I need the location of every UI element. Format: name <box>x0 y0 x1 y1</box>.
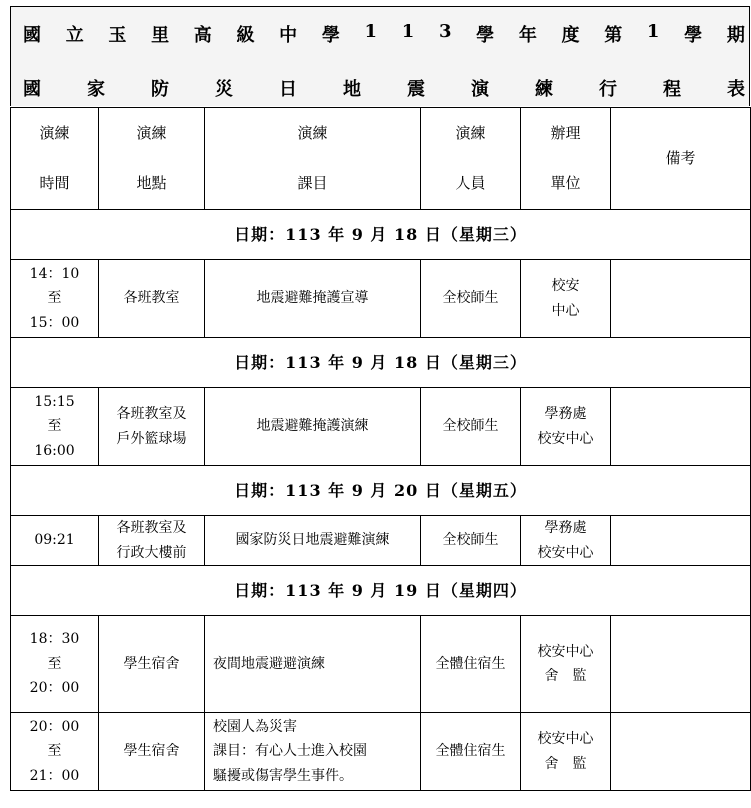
cell-unit: 校安中心 舍 監 <box>521 616 611 713</box>
title-char: 表 <box>727 79 745 100</box>
cell-subject: 校園人為災害 課目：有心人士進入校園 騷擾或傷害學生事件。 <box>205 713 421 791</box>
cell-place: 學生宿舍 <box>99 616 205 713</box>
title-char: 中 <box>279 25 298 46</box>
cell-unit: 學務處 校安中心 <box>521 516 611 566</box>
cell-subject: 夜間地震避避演練 <box>205 616 421 713</box>
cell-notes <box>611 260 751 338</box>
cell-subject: 地震避難掩護演練 <box>205 388 421 466</box>
cell-unit: 校安 中心 <box>521 260 611 338</box>
header-unit: 辦理 單位 <box>521 108 611 210</box>
header-time: 演練 時間 <box>11 108 99 210</box>
title-char: 災 <box>215 79 233 100</box>
cell-unit: 校安中心 舍 監 <box>521 713 611 791</box>
cell-place: 各班教室 <box>99 260 205 338</box>
cell-subject: 地震避難掩護宣導 <box>205 260 421 338</box>
header-notes: 備考 <box>611 108 751 210</box>
cell-notes <box>611 516 751 566</box>
cell-people: 全校師生 <box>421 260 521 338</box>
title-char: 1 <box>364 21 378 42</box>
document-title <box>10 6 750 106</box>
cell-unit: 學務處 校安中心 <box>521 388 611 466</box>
date-label: 日期：113 年 9 月 20 日（星期五） <box>11 466 751 516</box>
title-char: 日 <box>279 79 297 100</box>
title-char: 練 <box>535 79 553 100</box>
cell-time: 14：10 至 15：00 <box>11 260 99 338</box>
title-char: 地 <box>343 79 361 100</box>
title-char: 學 <box>476 25 495 46</box>
title-char: 學 <box>684 25 703 46</box>
cell-time: 09:21 <box>11 516 99 566</box>
title-char: 期 <box>726 25 745 46</box>
cell-people: 全體住宿生 <box>421 616 521 713</box>
date-label: 日期：113 年 9 月 18 日（星期三） <box>11 338 751 388</box>
date-row <box>11 338 751 388</box>
title-char: 里 <box>151 25 170 46</box>
date-row <box>11 210 751 260</box>
table-row <box>11 616 751 713</box>
title-char: 1 <box>401 21 415 42</box>
header-subject: 演練 課目 <box>205 108 421 210</box>
table-row <box>11 516 751 566</box>
title-char: 1 <box>646 21 660 42</box>
title-line-2 <box>23 75 745 101</box>
cell-time: 15:15 至 16:00 <box>11 388 99 466</box>
cell-place: 各班教室及 戶外籃球場 <box>99 388 205 466</box>
cell-notes <box>611 713 751 791</box>
cell-notes <box>611 388 751 466</box>
title-char: 學 <box>321 25 340 46</box>
cell-subject: 國家防災日地震避難演練 <box>205 516 421 566</box>
cell-time: 20：00 至 21：00 <box>11 713 99 791</box>
title-char: 年 <box>518 25 537 46</box>
title-line-1 <box>23 21 745 47</box>
table-header-row <box>11 108 751 210</box>
header-place: 演練 地點 <box>99 108 205 210</box>
title-char: 高 <box>193 25 212 46</box>
table-row <box>11 260 751 338</box>
title-char: 級 <box>236 25 255 46</box>
cell-people: 全校師生 <box>421 388 521 466</box>
title-char: 防 <box>151 79 169 100</box>
cell-time: 18：30 至 20：00 <box>11 616 99 713</box>
title-char: 3 <box>438 21 452 42</box>
cell-place: 學生宿舍 <box>99 713 205 791</box>
date-row <box>11 466 751 516</box>
header-people: 演練 人員 <box>421 108 521 210</box>
title-char: 程 <box>663 79 681 100</box>
title-char: 國 <box>23 25 41 46</box>
date-row <box>11 566 751 616</box>
date-label: 日期：113 年 9 月 18 日（星期三） <box>11 210 751 260</box>
title-char: 國 <box>23 79 41 100</box>
title-char: 家 <box>87 79 105 100</box>
title-char: 演 <box>471 79 489 100</box>
cell-place: 各班教室及 行政大樓前 <box>99 516 205 566</box>
title-char: 震 <box>407 79 425 100</box>
table-row <box>11 388 751 466</box>
title-char: 行 <box>599 79 617 100</box>
date-label: 日期：113 年 9 月 19 日（星期四） <box>11 566 751 616</box>
title-char: 玉 <box>108 25 127 46</box>
title-char: 度 <box>561 25 580 46</box>
cell-people: 全體住宿生 <box>421 713 521 791</box>
cell-notes <box>611 616 751 713</box>
cell-people: 全校師生 <box>421 516 521 566</box>
drill-schedule-table <box>10 107 751 791</box>
title-char: 立 <box>65 25 84 46</box>
title-char: 第 <box>604 25 623 46</box>
table-row <box>11 713 751 791</box>
